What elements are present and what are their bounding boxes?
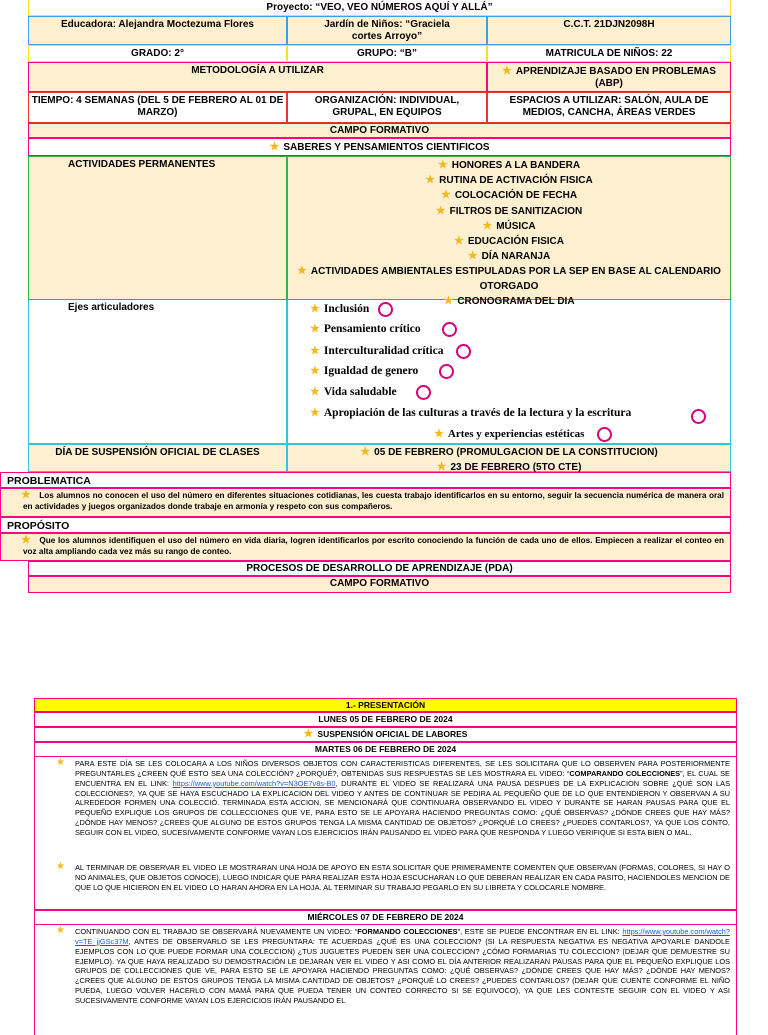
star-icon: ★ bbox=[437, 159, 448, 171]
star-icon: ★ bbox=[56, 757, 65, 768]
procesos: PROCESOS DE DESARROLLO DE APRENDIZAJE (PDA) bbox=[28, 561, 731, 576]
martes-text-c: , DURANTE EL VIDEO SE REALIZARÁ UNA PAUSA DESPUES DE LA EXPLICACION SOBRE ¿QUÉ SON LAS COLECCIONES?, YA QUE SE HAYA ESCUCHADO LA EXPLICACION DEL VIDEO Y ANTES DE CONTINUAR SE PEDIRA AL PEQUEÑO QUE DE LO QUE ENTENDIERON Y OBSERVAN A SU ALREDEDOR FORMEN UNA COLECCIÓ. TERMINADA ESTA ACCION, SE MENCIONARÁ QUE CONTINUARA OBSERVANDO EL VIDEO Y DURANTE SE HARAN PAUSAS PARA QUE EL PEQUEÑO EXPLIQUE LOS GRUPOS DE COLLECCIONES QUE VE, PARA ESTO SE LE APOYARA HACIENDO PREGUNTAS COMO: ¿QUÉ OBSERVAS? ¿DÓNDE CREES QUE HAY MÁS? ¿DÓNDE HAY MENOS? ¿CREES QUE ALGUNO DE ESTOS GRUPOS TENGA LA MISMA CANTIDAD DE OBJETOS? ¿PORQUÉ LO CREES? ¿PUEDES CONTARLOS?, YA QUE LOS CONTO, SEGUIR CON EL VIDEO, SUCESIVAMENTE CONFORME VAYAN LOS EJERCICIOS IRÁN PAUSANDO EL VIDEO PARA QUE RESPONDA Y LUEGO VERIFIQUE SI ESTA BIEN O MAL. bbox=[75, 778, 731, 837]
campo2-row bbox=[28, 576, 731, 593]
actividad-text: RUTINA DE ACTIVACIÓN FISICA bbox=[439, 175, 593, 187]
proposito-label: PROPÓSITO bbox=[0, 517, 731, 533]
espacios: ESPACIOS A UTILIZAR: SALÓN, AULA DE MEDIOS, CANCHA, ÁREAS VERDES bbox=[487, 92, 731, 123]
jardin: Jardín de Niños: “Graciela cortes Arroyo” bbox=[287, 16, 487, 45]
star-icon: ★ bbox=[360, 446, 371, 458]
star-icon: ★ bbox=[310, 323, 320, 336]
star-icon: ★ bbox=[21, 489, 32, 501]
saberes bbox=[28, 138, 731, 156]
circle-icon bbox=[416, 385, 431, 400]
grupo: GRUPO: “B” bbox=[287, 45, 487, 62]
star-icon: ★ bbox=[443, 294, 454, 307]
tiempo: TIEMPO: 4 SEMANAS (DEL 5 DE FEBRERO AL 01 DE MARZO) bbox=[28, 92, 287, 123]
campo-formativo: CAMPO FORMATIVO bbox=[28, 123, 731, 138]
star-icon: ★ bbox=[425, 174, 436, 187]
martes-text-a: PARA ESTE DÍA SE LES COLOCARA A LOS NIÑOS DIVERSOS OBJETOS CON CARACTERISTICAS DIFERENTES, SE LES SOLICITARA QUE LO OBSERVEN PARA POSTERIORMENTE PREGUNTARLES ¿CREEN QUÉ ESTO SEA UNA COLECCIÓN? ¿PORQUÉ?, OBTENIDAS SUS RESPUESTAS SE LES MOSTRARA EL VIDEO: “ bbox=[75, 759, 730, 778]
star-icon: ★ bbox=[467, 250, 478, 263]
tiempo-row bbox=[28, 92, 731, 123]
miercoles-video-title: FORMANDO COLECCIONES bbox=[357, 927, 458, 936]
grado: GRADO: 2° bbox=[28, 45, 287, 62]
cct: C.C.T. 21DJN2098H bbox=[487, 16, 731, 45]
lunes-date: LUNES 05 DE FEBRERO DE 2024 bbox=[34, 712, 737, 727]
star-icon: ★ bbox=[310, 386, 320, 399]
suspension-date-text: 05 DE FEBRERO (PROMULGACION DE LA CONSTITUCION) bbox=[374, 447, 658, 458]
project-title: Proyecto: “VEO, VEO NÚMEROS AQUÍ Y ALLÁ” bbox=[28, 0, 731, 16]
actividad-text: COLOCACIÓN DE FECHA bbox=[454, 190, 578, 202]
header-row bbox=[28, 16, 731, 45]
grado-row bbox=[28, 45, 731, 62]
actividad-item bbox=[288, 188, 730, 203]
martes-text-b: ”, EL CUAL SE ENCUENTRA EN EL LINK: bbox=[75, 768, 730, 788]
star-icon: ★ bbox=[502, 65, 512, 77]
martes-date: MARTES 06 DE FEBRERO DE 2024 bbox=[34, 742, 737, 757]
project-row bbox=[28, 0, 731, 16]
ejes-list bbox=[287, 300, 731, 444]
problematica-label-row bbox=[0, 472, 703, 488]
actividad-item bbox=[288, 173, 730, 188]
eje-text: Igualdad de genero bbox=[323, 365, 419, 378]
star-icon: ★ bbox=[297, 265, 307, 278]
eje-text: Inclusión bbox=[323, 303, 370, 316]
campo-row bbox=[28, 123, 731, 138]
circle-icon bbox=[442, 322, 457, 337]
miercoles-text-a: CONTINUANDO CON EL TRABAJO SE OBSERVARÁ NUEVAMENTE UN VIDEO: “ bbox=[75, 927, 358, 936]
martes-activities bbox=[34, 757, 737, 910]
star-icon: ★ bbox=[269, 141, 280, 153]
star-icon: ★ bbox=[434, 428, 444, 441]
actividad-item bbox=[288, 264, 730, 279]
eje-text: Apropiación de las culturas a través de la lectura y la escritura bbox=[323, 407, 632, 419]
circle-icon bbox=[691, 409, 706, 424]
martes-paragraph-2 bbox=[56, 861, 730, 893]
metodologia-value-text: APRENDIZAJE BASADO EN PROBLEMAS (ABP) bbox=[515, 66, 716, 89]
actividades-row bbox=[28, 156, 731, 307]
eje-text: Vida saludable bbox=[323, 386, 397, 399]
circle-icon bbox=[439, 364, 454, 379]
actividad-text: HONORES A LA BANDERA bbox=[451, 160, 581, 171]
star-icon: ★ bbox=[310, 303, 320, 316]
miercoles-text-b: ”, ESTE SE PUEDE ENCONTRAR EN EL LINK: bbox=[457, 927, 623, 936]
star-icon: ★ bbox=[303, 728, 314, 740]
suspension-date-text: 23 DE FEBRERO (5TO CTE) bbox=[450, 462, 582, 474]
proposito-row bbox=[0, 533, 731, 561]
suspension-dates bbox=[287, 444, 731, 472]
actividad-text: DÍA NARANJA bbox=[481, 251, 551, 263]
suspension-labores bbox=[34, 727, 737, 742]
suspension-labores-text: SUSPENSIÓN OFICIAL DE LABORES bbox=[317, 729, 468, 739]
matricula: MATRICULA DE NIÑOS: 22 bbox=[487, 45, 731, 62]
campo-formativo-2: CAMPO FORMATIVO bbox=[28, 576, 731, 593]
saberes-text: SABERES Y PENSAMIENTOS CIENTIFICOS bbox=[283, 142, 490, 153]
organizacion: ORGANIZACIÓN: INDIVIDUAL, GRUPAL, EN EQUIPOS bbox=[287, 92, 487, 123]
problematica-row bbox=[0, 488, 731, 517]
star-icon: ★ bbox=[21, 534, 32, 546]
star-icon: ★ bbox=[310, 365, 320, 378]
eje-text: Pensamiento crítico bbox=[323, 323, 421, 336]
eje-item bbox=[310, 344, 471, 359]
procesos-row bbox=[28, 561, 731, 576]
eje-item bbox=[310, 407, 631, 419]
problematica-text bbox=[0, 488, 731, 517]
eje-item bbox=[310, 302, 393, 317]
actividad-text: ACTIVIDADES AMBIENTALES ESTIPULADAS POR LA SEP EN BASE AL CALENDARIO bbox=[310, 266, 721, 278]
star-icon: ★ bbox=[440, 189, 451, 202]
star-icon: ★ bbox=[56, 861, 65, 872]
actividad-text: OTORGADO bbox=[479, 280, 539, 292]
eje-text: Interculturalidad crítica bbox=[323, 345, 444, 358]
metodologia-label: METODOLOGÍA A UTILIZAR bbox=[28, 62, 487, 92]
proposito-label-row bbox=[0, 517, 731, 533]
ejes-label: Ejes articuladores bbox=[28, 300, 287, 444]
miercoles-paragraph-1 bbox=[56, 925, 730, 1006]
proposito-content: Que los alumnos identifiquen el uso del número en vida diaria, logren identificarlos por escrito conociendo la función de cada uno de ellos. Empiecen a realizar el conteo en voz alta ampliando cada vez más su rango de conteo. bbox=[23, 536, 724, 557]
actividades-list bbox=[287, 156, 731, 307]
martes-text-2: AL TERMINAR DE OBSERVAR EL VIDEO LE MOSTRARAN UNA HOJA DE APOYO EN ESTA SOLICITAR QUE PRIMERAMENTE COMENTEN QUE OBSERVAN (FORMAS, COLORES, SI HAY O NO ANIMALES, QUE OBJETOS CONOCE), LUEGO INDICAR QUE PARA REALIZAR ESTA HOJA ESCUCHARAN LO QUE DEBERAN REALIZAR EN CADA PASITO, HACIENDOLES MENCION DE QUE LO QUE HICIERON EN EL VIDEO LO HARAN AHORA EN LA HOJA. AL TERMINAR SU TRABAJO PEGARLO EN SU LIBRETA Y COLOCARLE NOMBRE. bbox=[75, 863, 730, 892]
circle-icon bbox=[456, 344, 471, 359]
saberes-row bbox=[28, 138, 731, 156]
presentacion: 1.- PRESENTACIÓN bbox=[34, 698, 737, 712]
actividad-item bbox=[288, 280, 730, 294]
miercoles-date: MIÉRCOLES 07 DE FEBRERO DE 2024 bbox=[34, 910, 737, 925]
actividad-text: CRONOGRAMA DEL DIA bbox=[457, 295, 575, 307]
star-icon: ★ bbox=[310, 407, 320, 419]
star-icon: ★ bbox=[435, 204, 446, 217]
metodologia-value bbox=[487, 62, 731, 92]
actividad-text: MÚSICA bbox=[496, 220, 536, 232]
star-icon: ★ bbox=[56, 925, 65, 936]
miercoles-text-c: , ANTES DE OBSERVARLO SE LES PREGUNTARA: TE ACUERDAS ¿QUÉ ES UNA COLECCION? (SI LA RESPUESTA NEGATIVA ES NEGATIVA APOYARLE DANDOLE EJEMPLOS CON LO QUE PUEDE FORMAR UNA COLECCION) ¿TUS JUGUETES PUEDEN SER UNA COLECCION? ¿CÓMO FORMARIAS TU COLECCION? (DEJAR QUE DEMUESTRE SU EJEMPLO). YA QUE HAYA REALIZADO SU DEMOSTRACIÓN LE DEJARAN VER EL VIDEO Y ASI COMO EL DÍA ANTERIOR REALIZARAN PAUSAS PARA QUE EL PEQUEÑO EXPLIQUE LOS GRUPOS DE COLLECCIONES QUE VE, PARA ESTO SE LE APOYARA HACIENDO PREGUNTAS COMO: ¿QUÉ OBSERVAS? ¿DÓNDE CREES QUE HAY MÁS? ¿DÓNDE HAY MENOS? ¿CREES QUE ALGUNO DE ESTOS GRUPOS TENGA LA MISMA CANTIDAD DE OBJETOS? ¿PORQUÉ LO CREES? ¿PUEDES CONTARLOS? (DEJAR QUE CUENTE CONFORME EL NIÑO PUEDA, LUEGO VOLVER HACERLO CON MAMÁ PARA QUE PUEDA TENER UN CONTEO CORRECTO SI SE EQUIVOCO), YA QUE LES CONTESTE SEGUIR CON EL VIDEO Y ASI SUCESIVAMENTE CONFORME VAYAN LOS EJERCICIOS IRÁN PAUSANDO EL bbox=[75, 936, 730, 1005]
actividad-item bbox=[288, 158, 730, 173]
eje-text: Artes y experiencias estéticas bbox=[447, 428, 585, 441]
educadora: Educadora: Alejandra Moctezuma Flores bbox=[28, 16, 287, 45]
proposito-text bbox=[0, 533, 731, 561]
problematica-label: PROBLEMATICA bbox=[0, 472, 731, 488]
star-icon: ★ bbox=[454, 235, 464, 248]
suspension-label: DÍA DE SUSPENSIÓN OFICIAL DE CLASES bbox=[28, 444, 287, 472]
eje-item bbox=[310, 322, 457, 337]
eje-item bbox=[310, 364, 454, 379]
eje-item bbox=[434, 427, 612, 442]
martes-paragraph-1 bbox=[56, 757, 731, 838]
ejes-row bbox=[28, 300, 731, 444]
actividad-item bbox=[288, 219, 730, 234]
star-icon: ★ bbox=[436, 461, 447, 474]
miercoles-activities bbox=[34, 925, 737, 1035]
actividad-item bbox=[288, 234, 730, 249]
star-icon: ★ bbox=[482, 219, 493, 232]
suspension-row bbox=[28, 444, 731, 472]
suspension-date bbox=[288, 445, 730, 460]
eje-item bbox=[310, 385, 431, 400]
star-icon: ★ bbox=[310, 345, 320, 358]
circle-icon bbox=[378, 302, 393, 317]
circle-icon bbox=[597, 427, 612, 442]
actividad-text: EDUCACIÓN FISICA bbox=[467, 236, 564, 248]
martes-video-link[interactable]: https://www.youtube.com/watch?v=N3OE7v8s-B0 bbox=[172, 778, 336, 788]
martes-video-title: COMPARANDO COLECCIONES bbox=[569, 768, 681, 778]
actividad-text: FILTROS DE SANITIZACION bbox=[449, 205, 583, 217]
problematica-content: Los alumnos no conocen el uso del número en diferentes situaciones cotidianas, les cuesta trabajo identificarlos en su entorno, seguir la secuencia numérica de manera oral en actividades y juegos organizados donde trabaje en armonía y respeto con sus compañeros. bbox=[23, 491, 724, 512]
actividad-item bbox=[288, 249, 730, 264]
metodologia-row bbox=[28, 62, 731, 92]
miercoles-video-link[interactable]: https://www.youtube.com/watch?v=TE_jjGSc37M bbox=[75, 927, 730, 946]
actividades-label: ACTIVIDADES PERMANENTES bbox=[28, 156, 287, 300]
actividad-item bbox=[288, 204, 730, 219]
